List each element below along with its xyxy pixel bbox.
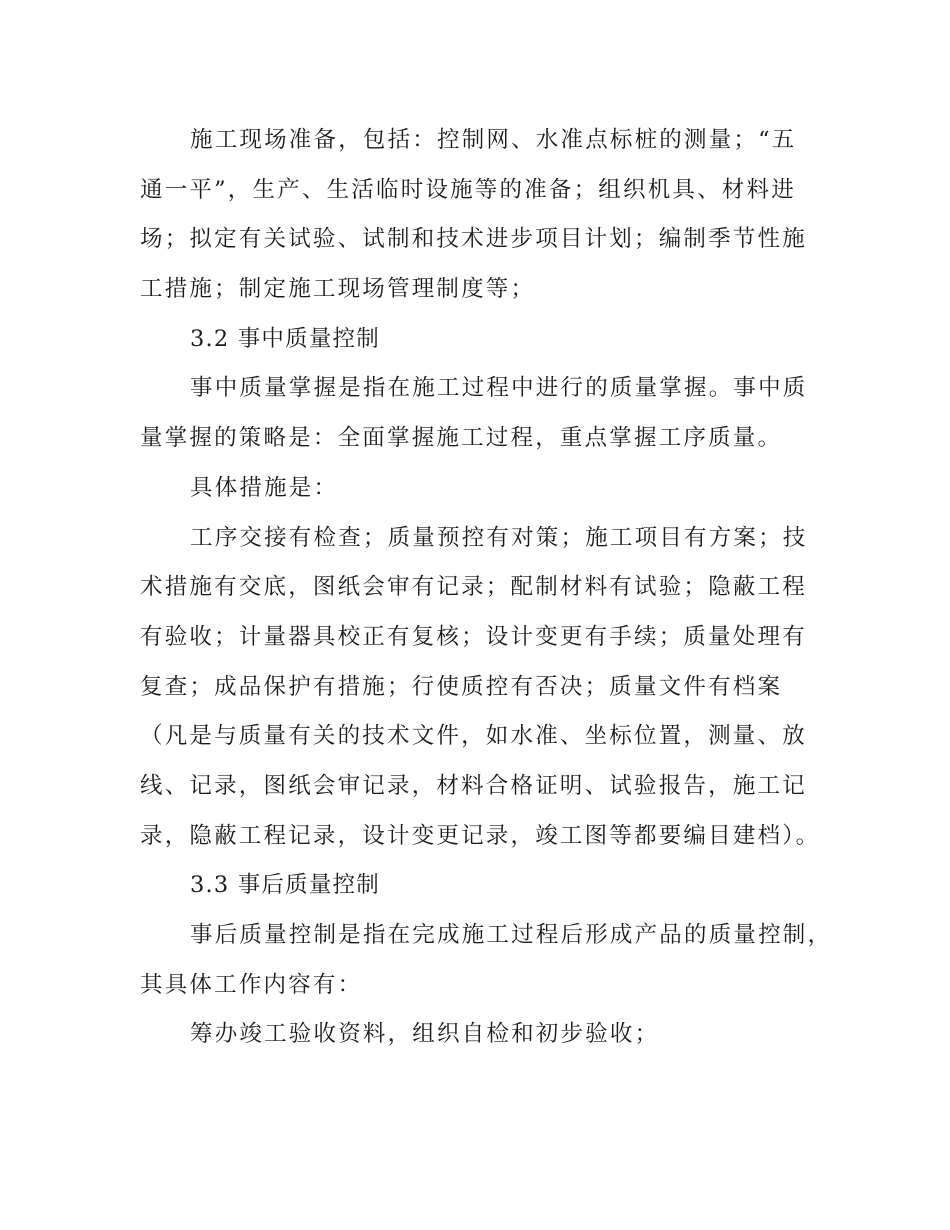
paragraph-line: 筹办竣工验收资料，组织自检和初步验收； (190, 1021, 660, 1048)
paragraph-line: 事后质量控制是指在完成施工过程后形成产品的质量控制， (190, 922, 833, 948)
paragraph-line: 其具体工作内容有： (140, 971, 363, 998)
paragraph-line: 有验收；计量器具校正有复核；设计变更有手续；质量处理有 (140, 623, 807, 650)
paragraph-line: 通一平”，生产、生活临时设施等的准备；组织机具、材料进 (140, 176, 796, 203)
section-heading: 3.2 事中质量控制 (190, 325, 380, 352)
paragraph-line: （凡是与质量有关的技术文件，如水准、坐标位置，测量、放 (140, 723, 807, 750)
paragraph-line: 量掌握的策略是：全面掌握施工过程，重点掌握工序质量。 (140, 425, 783, 452)
paragraph-line: 场；拟定有关试验、试制和技术进步项目计划；编制季节性施 (140, 226, 807, 253)
section-heading: 3.3 事后质量控制 (190, 872, 380, 899)
paragraph-line: 具体措施是： (190, 474, 339, 501)
paragraph-line: 复查；成品保护有措施；行使质控有否决；质量文件有档案 (140, 673, 783, 700)
paragraph-line: 工措施；制定施工现场管理制度等； (140, 276, 536, 303)
paragraph-line: 录，隐蔽工程记录，设计变更记录，竣工图等都要编目建档）。 (140, 822, 821, 849)
paragraph-line: 施工现场准备，包括：控制网、水准点标桩的测量；“五 (190, 127, 797, 153)
paragraph-line: 事中质量掌握是指在施工过程中进行的质量掌握。事中质 (190, 375, 808, 402)
document-body (140, 116, 833, 1060)
paragraph-line: 术措施有交底，图纸会审有记录；配制材料有试验；隐蔽工程 (140, 574, 807, 601)
paragraph-line: 工序交接有检查；质量预控有对策；施工项目有方案；技 (190, 524, 808, 551)
paragraph-line: 线、记录，图纸会审记录，材料合格证明、试验报告，施工记 (140, 772, 807, 799)
